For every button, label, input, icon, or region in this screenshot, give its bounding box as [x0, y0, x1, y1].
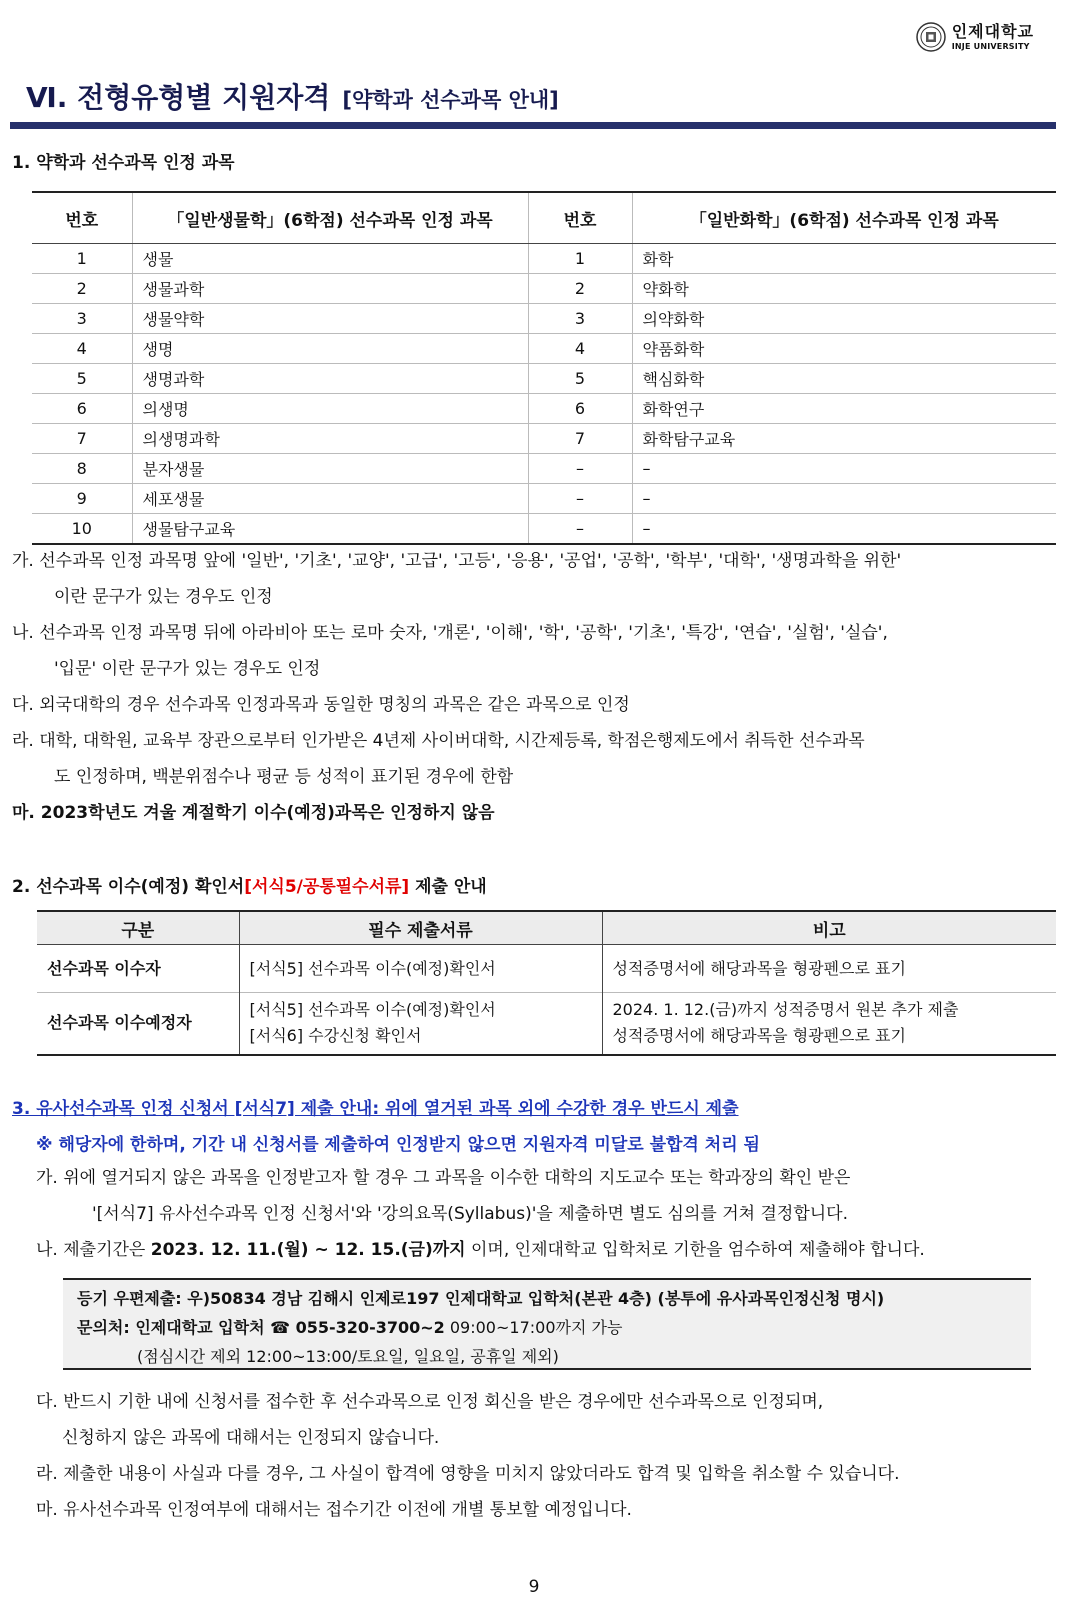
cell: 3 — [528, 304, 632, 334]
university-seal-icon — [916, 22, 946, 52]
cell: 7 — [32, 424, 132, 454]
note-ga — [12, 543, 1056, 615]
section3-body — [36, 1160, 1056, 1268]
cell: 화학연구 — [632, 394, 1056, 424]
section2-heading-prefix: 2. 선수과목 이수(예정) 확인서 — [12, 877, 245, 897]
table-row — [32, 304, 1056, 334]
cell: – — [528, 514, 632, 545]
cell: 1 — [528, 244, 632, 274]
table-row — [37, 993, 1056, 1055]
cell: – — [528, 484, 632, 514]
table-row — [32, 424, 1056, 454]
header-chemistry-courses: 「일반화학」(6학점) 선수과목 인정 과목 — [632, 192, 1056, 244]
cell: 생물 — [132, 244, 528, 274]
item-na-prefix: 나. 제출기간은 — [36, 1240, 151, 1260]
cell: 9 — [32, 484, 132, 514]
cell: 8 — [32, 454, 132, 484]
table-header-row — [37, 911, 1056, 945]
header-number-bio: 번호 — [32, 192, 132, 244]
page-number: 9 — [528, 1577, 540, 1597]
cell: 화학탐구교육 — [632, 424, 1056, 454]
note-line: 이란 문구가 있는 경우도 인정 — [54, 587, 273, 607]
note-line: '입문' 이란 문구가 있는 경우도 인정 — [54, 659, 321, 679]
table-row — [37, 945, 1056, 993]
cell: 의생명과학 — [132, 424, 528, 454]
note-line: 라. 대학, 대학원, 교육부 장관으로부터 인가받은 4년제 사이버대학, 시간제등록, 학점은행제도에서 취득한 선수과목 — [12, 731, 865, 751]
cell: 7 — [528, 424, 632, 454]
cell: 의약화학 — [632, 304, 1056, 334]
contact-phone: 문의처: 인제대학교 입학처 ☎ 055-320-3700~2 — [77, 1318, 445, 1337]
table-row — [32, 334, 1056, 364]
note-line: 마. 2023학년도 겨울 계절학기 이수(예정)과목은 인정하지 않음 — [12, 803, 495, 823]
contact-line — [77, 1313, 1031, 1342]
header-required-docs: 필수 제출서류 — [239, 911, 602, 945]
cell: 3 — [32, 304, 132, 334]
doc-line: [서식6] 수강신청 확인서 — [249, 1026, 422, 1046]
table-row — [32, 484, 1056, 514]
section3-warning: ※ 해당자에 한하며, 기간 내 신청서를 제출하여 인정받지 않으면 지원자격 미달로 불합격 처리 됨 — [36, 1135, 760, 1155]
header-remarks: 비고 — [602, 911, 1056, 945]
item-ga-line2: '[서식7] 유사선수과목 인정 신청서'와 '강의요목(Syllabus)'을 제출하면 별도 심의를 거쳐 결정합니다. — [92, 1204, 848, 1224]
cell: 분자생물 — [132, 454, 528, 484]
table-header-row — [32, 192, 1056, 244]
prerequisite-course-table — [32, 191, 1056, 545]
cell: 생명 — [132, 334, 528, 364]
table-row — [32, 454, 1056, 484]
cell: 4 — [32, 334, 132, 364]
table-row — [32, 274, 1056, 304]
item-na-period: 2023. 12. 11.(월) ~ 12. 15.(금)까지 — [150, 1240, 466, 1260]
cell: – — [632, 454, 1056, 484]
title-main: Ⅵ. 전형유형별 지원자격 — [26, 81, 331, 114]
note-line: 가. 선수과목 인정 과목명 앞에 '일반', '기초', '교양', '고급', '고등', '응용', '공업', '공학', '학부', '대학', '생명과학을 위한' — [12, 551, 902, 571]
table-row — [32, 244, 1056, 274]
section1-notes — [12, 543, 1056, 831]
cell-note — [602, 993, 1056, 1055]
note-na — [12, 615, 1056, 687]
mail-info-box — [63, 1278, 1031, 1370]
logo-english-text: INJE UNIVERSITY — [951, 41, 1030, 51]
item-ra: 라. 제출한 내용이 사실과 다를 경우, 그 사실이 합격에 영향을 미치지 않았더라도 합격 및 입학을 취소할 수 있습니다. — [36, 1464, 900, 1484]
header-category: 구분 — [37, 911, 239, 945]
cell: – — [528, 454, 632, 484]
cell-docs: [서식5] 선수과목 이수(예정)확인서 — [239, 945, 602, 993]
contact-exception: (점심시간 제외 12:00~13:00/토요일, 일요일, 공휴일 제외) — [137, 1347, 559, 1366]
cell: 생물탐구교육 — [132, 514, 528, 545]
table-row — [32, 364, 1056, 394]
title-divider — [10, 122, 1056, 129]
table-row — [32, 394, 1056, 424]
item-da-line2: 신청하지 않은 과목에 대해서는 인정되지 않습니다. — [62, 1428, 440, 1448]
required-documents-table — [37, 910, 1056, 1056]
cell: – — [632, 484, 1056, 514]
note-line: 도 인정하며, 백분위점수나 평균 등 성적이 표기된 경우에 한함 — [54, 767, 514, 787]
cell: 생물약학 — [132, 304, 528, 334]
cell: 화학 — [632, 244, 1056, 274]
university-logo — [916, 20, 1034, 54]
note-ra — [12, 723, 1056, 795]
doc-line: [서식5] 선수과목 이수(예정)확인서 — [249, 1000, 496, 1020]
section2-heading — [12, 872, 487, 897]
cell: 4 — [528, 334, 632, 364]
table-row — [32, 514, 1056, 545]
cell: 세포생물 — [132, 484, 528, 514]
section3-heading: 3. 유사선수과목 인정 신청서 [서식7] 제출 안내: 위에 열거된 과목 외에 수강한 경우 반드시 제출 — [12, 1099, 739, 1119]
mail-address-line: 등기 우편제출: 우)50834 경남 김해시 인제로197 인제대학교 입학처(본관 4층) (봉투에 유사과목인정신청 명시) — [77, 1289, 885, 1308]
header-number-chem: 번호 — [528, 192, 632, 244]
cell: 의생명 — [132, 394, 528, 424]
cell-category: 선수과목 이수자 — [37, 945, 239, 993]
cell: 6 — [32, 394, 132, 424]
cell: 10 — [32, 514, 132, 545]
section2-heading-form: [서식5/공통필수서류] — [244, 877, 410, 897]
cell: 생물과학 — [132, 274, 528, 304]
note-ma — [12, 795, 1056, 831]
cell: 5 — [528, 364, 632, 394]
cell: 생명과학 — [132, 364, 528, 394]
cell-category: 선수과목 이수예정자 — [37, 993, 239, 1055]
cell: 1 — [32, 244, 132, 274]
section3-footer-notes — [36, 1384, 1056, 1528]
cell: – — [632, 514, 1056, 545]
cell: 6 — [528, 394, 632, 424]
item-ma: 마. 유사선수과목 인정여부에 대해서는 접수기간 이전에 개별 통보할 예정입니다. — [36, 1500, 632, 1520]
note-line: 나. 선수과목 인정 과목명 뒤에 아라비아 또는 로마 숫자, '개론', '이해', '학', '공학', '기초', '특강', '연습', '실험', '실습', — [12, 623, 888, 643]
item-ga-line1: 가. 위에 열거되지 않은 과목을 인정받고자 할 경우 그 과목을 이수한 대학의 지도교수 또는 학과장의 확인 받은 — [36, 1168, 851, 1188]
logo-korean-text: 인제대학교 — [951, 21, 1034, 41]
cell: 약품화학 — [632, 334, 1056, 364]
cell: 2 — [528, 274, 632, 304]
cell: 5 — [32, 364, 132, 394]
page-title — [26, 76, 559, 116]
item-na-suffix: 이며, 인제대학교 입학처로 기한을 엄수하여 제출해야 합니다. — [465, 1240, 925, 1260]
item-na — [36, 1232, 1056, 1268]
note-line: 2024. 1. 12.(금)까지 성적증명서 원본 추가 제출 — [612, 1000, 959, 1020]
cell-note: 성적증명서에 해당과목을 형광펜으로 표기 — [602, 945, 1056, 993]
section1-heading: 1. 약학과 선수과목 인정 과목 — [12, 153, 235, 173]
cell: 약화학 — [632, 274, 1056, 304]
header-biology-courses: 「일반생물학」(6학점) 선수과목 인정 과목 — [132, 192, 528, 244]
title-sub: [약학과 선수과목 안내] — [342, 88, 559, 112]
contact-hours: 09:00~17:00까지 가능 — [444, 1318, 623, 1337]
cell: 핵심화학 — [632, 364, 1056, 394]
item-da-line1: 다. 반드시 기한 내에 신청서를 접수한 후 선수과목으로 인정 회신을 받은 경우에만 선수과목으로 인정되며, — [36, 1392, 824, 1412]
note-da — [12, 687, 1056, 723]
cell: 2 — [32, 274, 132, 304]
note-line: 다. 외국대학의 경우 선수과목 인정과목과 동일한 명칭의 과목은 같은 과목으로 인정 — [12, 695, 630, 715]
cell-docs — [239, 993, 602, 1055]
note-line: 성적증명서에 해당과목을 형광펜으로 표기 — [612, 1026, 906, 1046]
section2-heading-suffix: 제출 안내 — [409, 877, 487, 897]
